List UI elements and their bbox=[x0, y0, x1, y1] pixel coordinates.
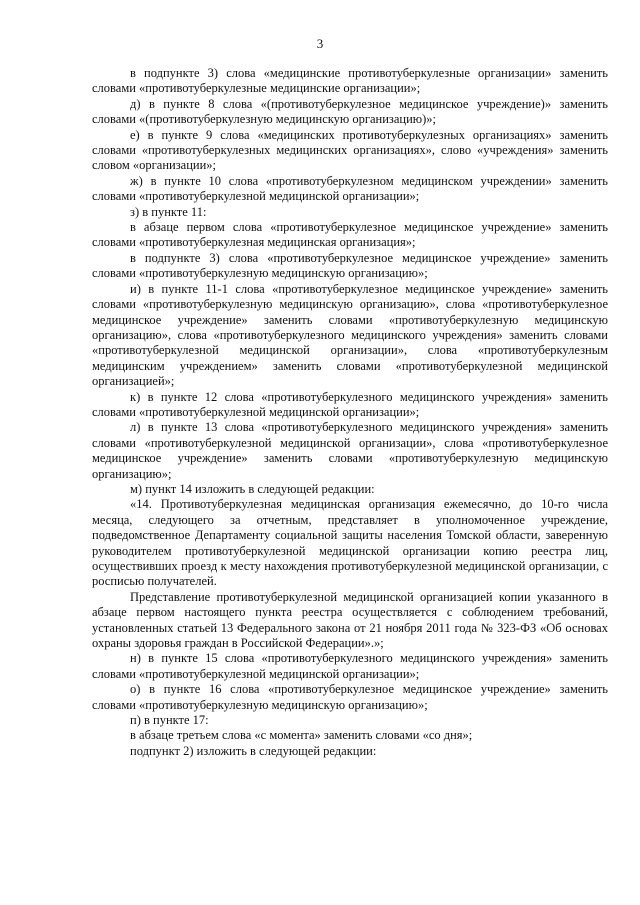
page-number: 3 bbox=[316, 36, 324, 51]
paragraph: л) в пункте 13 слова «противотуберкулезного медицинского учреждения» заменить словами «противотуберкулезной медицинской организации», слова «противотуберкулезное медицинское учреждение» заменить словами «противотуберкулезную медицинскую организацию»; bbox=[92, 420, 608, 481]
paragraph: п) в пункте 17: bbox=[130, 713, 209, 728]
paragraph: з) в пункте 11: bbox=[130, 204, 207, 219]
paragraph: в подпункте 3) слова «противотуберкулезное медицинское учреждение» заменить словами «противотуберкулезную медицинскую организацию»; bbox=[92, 250, 608, 281]
paragraph: д) в пункте 8 слова «(противотуберкулезное медицинское учреждение)» заменить словами «(противотуберкулезную медицинскую организацию)»; bbox=[92, 96, 608, 127]
paragraph: «14. Противотуберкулезная медицинская организация ежемесячно, до 10-го числа месяца, следующего за отчетным, представляет в уполномоченное учреждение, подведомственное Департаменту социальной защиты населения Томской области, заверенную руководителем противотуберкулезной медицинской организации копию реестра лиц, осуществивших проезд к месту нахождения противотуберкулезной медицинской организации, с росписью получателей. bbox=[92, 497, 608, 589]
paragraph: и) в пункте 11-1 слова «противотуберкулезное медицинское учреждение» заменить словами «противотуберкулезную медицинскую организацию», слова «противотуберкулезное медицинское учреждение» заменить словами «противотуберкулезную медицинскую организацию», слова «противотуберкулезного медицинского учреждения» заменить словами «противотуберкулезной медицинской организации», слова «противотуберкулезным медицинским учреждением» заменить словами «противотуберкулезной медицинской организацией»; bbox=[92, 281, 608, 389]
paragraph: к) в пункте 12 слова «противотуберкулезного медицинского учреждения» заменить словами «противотуберкулезной медицинской организации»; bbox=[92, 389, 608, 419]
paragraph: м) пункт 14 изложить в следующей редакции: bbox=[130, 481, 375, 496]
paragraph: о) в пункте 16 слова «противотуберкулезное медицинское учреждение» заменить словами «противотуберкулезную медицинскую организацию»; bbox=[92, 682, 608, 712]
paragraph: в абзаце первом слова «противотуберкулезное медицинское учреждение» заменить словами «противотуберкулезная медицинская организация»; bbox=[92, 220, 608, 250]
paragraph: н) в пункте 15 слова «противотуберкулезного медицинского учреждения» заменить словами «противотуберкулезной медицинской организации»; bbox=[92, 651, 608, 681]
paragraph: в подпункте 3) слова «медицинские противотуберкулезные организации» заменить словами «противотуберкулезные медицинские организации»; bbox=[92, 66, 608, 96]
paragraph: Представление противотуберкулезной медицинской организацией копии указанного в абзаце первом настоящего пункта реестра осуществляется с соблюдением требований, установленных статьей 13 Федерального закона от 21 ноября 2011 года № 323-ФЗ «Об основах охраны здоровья граждан в Российской Федерации».»; bbox=[92, 589, 608, 651]
paragraph: подпункт 2) изложить в следующей редакции: bbox=[130, 743, 377, 758]
paragraph: в абзаце третьем слова «с момента» заменить словами «со дня»; bbox=[130, 728, 473, 743]
paragraph: ж) в пункте 10 слова «противотуберкулезном медицинском учреждении» заменить словами «противотуберкулезной медицинской организации»; bbox=[92, 173, 608, 204]
document-body bbox=[92, 66, 608, 759]
paragraph: е) в пункте 9 слова «медицинских противотуберкулезных организациях» заменить словами «противотуберкулезных медицинских организациях», слово «учреждения» заменить словом «организации»; bbox=[92, 127, 608, 173]
